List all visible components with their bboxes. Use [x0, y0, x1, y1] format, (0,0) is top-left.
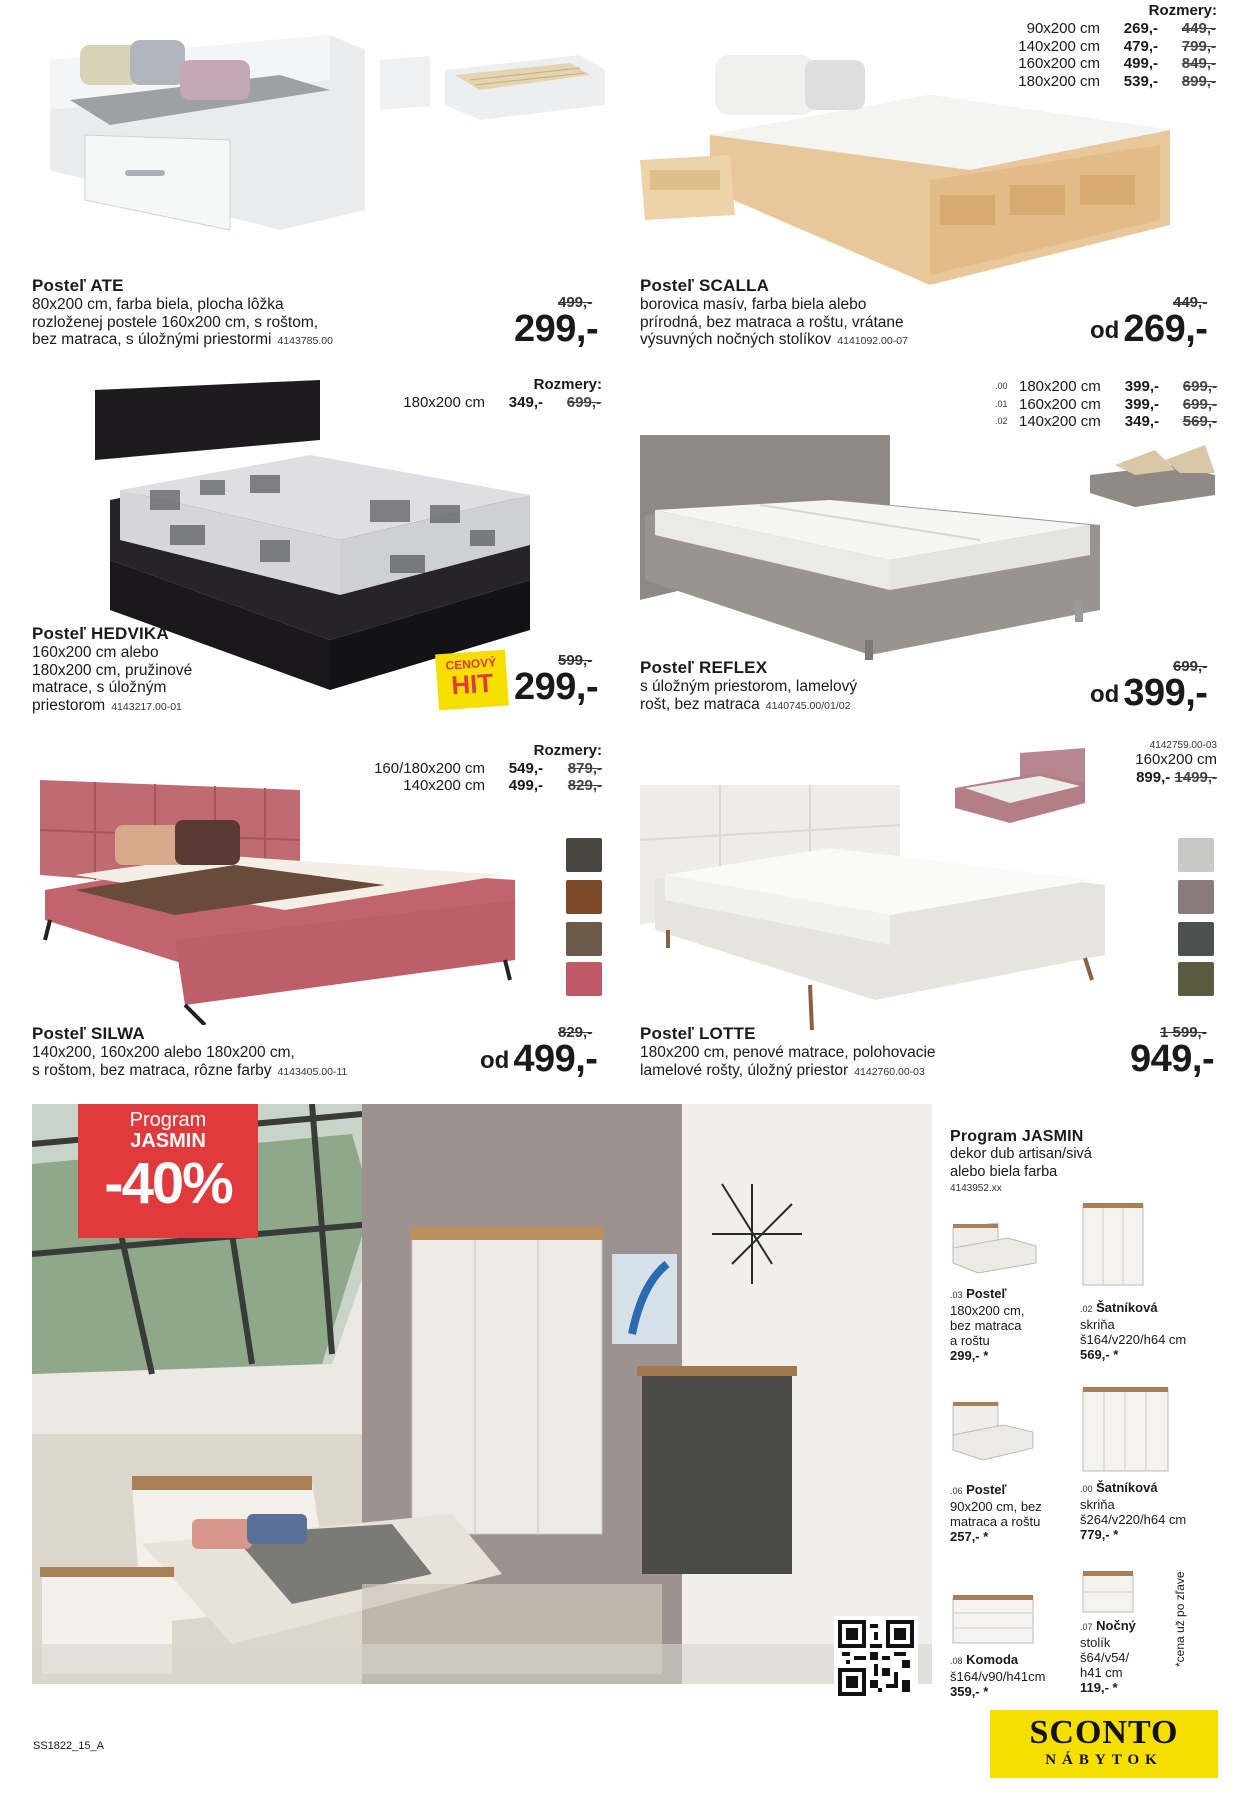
ate-bed-image — [30, 20, 430, 235]
reflex-price-row — [1090, 672, 1207, 715]
scalla-desc-line: borovica masív, farba biela alebo — [640, 296, 867, 313]
scalla-price: 269,- — [1123, 308, 1208, 350]
scalla-info — [640, 276, 1060, 351]
size-price: 479,- — [1123, 37, 1158, 55]
sconto-logo-subtext: NÁBYTOK — [1045, 1752, 1163, 1768]
item-price: 299,- * — [950, 1348, 989, 1363]
size-price: 549,- — [508, 759, 543, 777]
size-price: 349,- — [1124, 413, 1159, 430]
size-label: 180x200 cm — [403, 393, 485, 411]
size-old-price: 849,- — [1181, 55, 1216, 72]
scalla-bed-image — [640, 37, 1180, 285]
size-old-price: 829,- — [567, 777, 602, 794]
lotte-code: 4142760.00-03 — [854, 1065, 925, 1078]
promo-label-1: Program — [129, 1109, 207, 1131]
item-name: Šatníková — [1096, 1480, 1158, 1495]
reflex-small-image — [1085, 445, 1220, 510]
ate-price: 299,- — [514, 308, 599, 350]
size-label: 90x200 cm — [1026, 20, 1100, 37]
scalla-code: 4141092.00-07 — [837, 335, 908, 347]
size-old-price: 699,- — [1182, 378, 1217, 395]
item-desc: 180x200 cm, — [950, 1303, 1025, 1318]
scalla-title: Posteľ SCALLA — [640, 276, 770, 295]
lotte-swatch-4[interactable] — [1178, 962, 1214, 996]
scalla-price-row — [1090, 308, 1207, 351]
hedvika-desc-line: priestorom — [32, 696, 106, 714]
lotte-desc-line: lamelové rošty, úložný priestor — [640, 1061, 849, 1079]
hedvika-title: Posteľ HEDVIKA — [32, 624, 169, 643]
size-old-price: 799,- — [1181, 37, 1216, 55]
item-desc: š164/v220/h64 cm — [1080, 1332, 1187, 1347]
silwa-sizes-heading: Rozmery: — [533, 742, 602, 759]
jasmin-code: 4143952.xx — [950, 1183, 1002, 1194]
size-price: 499,- — [508, 777, 543, 794]
jasmin-desc-line: alebo biela farba — [950, 1163, 1058, 1180]
size-price: 399,- — [1124, 378, 1159, 395]
size-label: 180x200 cm — [1019, 378, 1101, 395]
jasmin-desc-line: dekor dub artisan/sivá — [950, 1146, 1092, 1162]
hedvika-cenovy-hit-badge — [435, 650, 509, 711]
ate-desc-line: 80x200 cm, farba biela, plocha lôžka — [32, 296, 284, 313]
item-price: 119,- * — [1080, 1680, 1118, 1695]
lotte-extra-offer — [1095, 740, 1217, 786]
reflex-size-table — [995, 378, 1217, 431]
page-code: SS1822_15_A — [33, 1740, 104, 1752]
silwa-code: 4143405.00-11 — [277, 1065, 348, 1078]
silwa-swatch-2[interactable] — [566, 880, 602, 914]
reflex-price: 399,- — [1123, 672, 1208, 714]
scalla-old-price: 449,- — [1173, 294, 1208, 311]
size-price: 269,- — [1123, 20, 1158, 37]
item-code: .00 — [1080, 1484, 1093, 1494]
reflex-old-price: 699,- — [1173, 658, 1208, 675]
jasmin-price-note: *cena už po zľave — [1173, 1571, 1187, 1667]
jasmin-wardrobe-164-thumb — [1078, 1200, 1148, 1290]
size-label: 140x200 cm — [403, 777, 485, 794]
silwa-swatch-3[interactable] — [566, 922, 602, 956]
size-old-price: 569,- — [1182, 413, 1217, 430]
silwa-swatch-1[interactable] — [566, 838, 602, 872]
item-price: 257,- * — [950, 1529, 989, 1544]
size-label: 160x200 cm — [1019, 395, 1101, 413]
lotte-extra-size: 160x200 cm — [1135, 751, 1217, 768]
lotte-swatch-2[interactable] — [1178, 880, 1214, 914]
qr-code[interactable] — [834, 1616, 918, 1700]
jasmin-bed-180-thumb — [948, 1218, 1038, 1278]
lotte-swatch-1[interactable] — [1178, 838, 1214, 872]
ate-desc-line: rozloženej postele 160x200 cm, s roštom, — [32, 313, 319, 331]
size-price: 399,- — [1124, 395, 1159, 413]
size-old-price: 879,- — [567, 759, 602, 777]
size-old-price: 449,- — [1181, 20, 1216, 37]
reflex-title: Posteľ REFLEX — [640, 658, 768, 677]
hedvika-desc-line: matrace, s úložným — [32, 679, 167, 696]
lotte-old-price: 1 599,- — [1160, 1024, 1207, 1041]
size-code: .02 — [995, 416, 1008, 426]
hedvika-price: 299,- — [514, 666, 599, 708]
lotte-bed-image — [640, 780, 1110, 1035]
item-desc: š264/v220/h64 cm — [1080, 1512, 1187, 1527]
size-label: 140x200 cm — [1018, 37, 1100, 55]
silwa-swatch-4[interactable] — [566, 962, 602, 996]
lotte-extra-price: 899,- — [1136, 768, 1171, 786]
ate-old-price: 499,- — [558, 294, 593, 311]
hedvika-code: 4143217.00-01 — [111, 700, 182, 713]
jasmin-chest-thumb — [948, 1588, 1038, 1648]
silwa-price-row — [480, 1038, 597, 1081]
silwa-od-label: od — [480, 1047, 510, 1074]
reflex-od-label: od — [1090, 681, 1120, 708]
lotte-desc-line: 180x200 cm, penové matrace, polohovacie — [640, 1044, 936, 1061]
lotte-swatch-3[interactable] — [1178, 922, 1214, 956]
lotte-price: 949,- — [1130, 1038, 1215, 1080]
jasmin-item-bed-180 — [950, 1286, 1060, 1363]
item-desc: 90x200 cm, bez — [950, 1499, 1042, 1514]
size-price: 499,- — [1123, 55, 1158, 72]
promo-label-2: JASMIN — [130, 1130, 206, 1152]
ate-info — [32, 276, 392, 351]
hedvika-sizes-heading: Rozmery: — [533, 376, 602, 393]
reflex-desc-line: s úložným priestorom, lamelový — [640, 678, 858, 695]
hedvika-desc-line: 160x200 cm alebo — [32, 644, 159, 661]
item-desc: š64/v54/ — [1080, 1650, 1130, 1665]
jasmin-item-nightstand — [1080, 1618, 1170, 1695]
size-old-price: 699,- — [566, 393, 601, 411]
item-name: Posteľ — [966, 1482, 1007, 1497]
item-price: 359,- * — [950, 1684, 989, 1699]
item-desc: matraca a roštu — [950, 1514, 1041, 1529]
jasmin-item-chest — [950, 1652, 1070, 1699]
hedvika-info — [32, 624, 332, 716]
hedvika-old-price: 599,- — [558, 652, 593, 669]
item-code: .02 — [1080, 1304, 1093, 1314]
badge-main-text: HIT — [450, 667, 495, 701]
silwa-bed-image — [35, 780, 525, 1025]
scalla-sizes — [985, 2, 1217, 20]
ate-title: Posteľ ATE — [32, 276, 124, 295]
scalla-desc-line: prírodná, bez matraca a roštu, vrátane — [640, 313, 904, 331]
ate-code: 4143785.00 — [277, 335, 333, 347]
lotte-extra-old-price: 1499,- — [1174, 768, 1217, 786]
jasmin-item-bed-90 — [950, 1482, 1070, 1544]
silwa-old-price: 829,- — [558, 1024, 593, 1041]
sconto-logo-text: SCONTO — [1029, 1714, 1179, 1751]
silwa-title: Posteľ SILWA — [32, 1024, 145, 1043]
ate-extended-image — [440, 35, 610, 125]
reflex-desc-line: rošt, bez matraca — [640, 695, 760, 713]
reflex-code: 4140745.00/01/02 — [765, 699, 851, 712]
item-price: 569,- * — [1080, 1347, 1119, 1362]
item-name: Nočný — [1096, 1618, 1136, 1633]
item-desc: skriňa — [1080, 1497, 1115, 1512]
promo-discount: -40% — [104, 1151, 232, 1216]
item-desc: a roštu — [950, 1333, 990, 1348]
size-price: 349,- — [508, 393, 543, 411]
silwa-desc-line: s roštom, bez matraca, rôzne farby — [32, 1061, 272, 1079]
lotte-extra-code: 4142759.00-03 — [1149, 740, 1217, 751]
item-name: Šatníková — [1096, 1300, 1158, 1315]
jasmin-promo-badge — [78, 1104, 258, 1238]
item-code: .07 — [1080, 1622, 1093, 1632]
jasmin-info — [950, 1128, 1210, 1194]
size-code: .01 — [995, 398, 1008, 409]
reflex-info — [640, 658, 1040, 715]
size-label: 160x200 cm — [1018, 55, 1100, 72]
sconto-logo[interactable] — [990, 1710, 1218, 1778]
size-old-price: 699,- — [1182, 395, 1217, 413]
item-code: .06 — [950, 1486, 963, 1496]
ate-desc-line: bez matraca, s úložnými priestormi — [32, 331, 272, 348]
item-desc: h41 cm — [1080, 1665, 1123, 1680]
size-label: 140x200 cm — [1019, 413, 1101, 430]
scalla-desc-line: výsuvných nočných stolíkov — [640, 331, 832, 348]
silwa-desc-line: 140x200, 160x200 alebo 180x200 cm, — [32, 1044, 295, 1061]
item-code: .03 — [950, 1290, 963, 1300]
hedvika-desc-line: 180x200 cm, pružinové — [32, 661, 193, 679]
reflex-bed-image — [640, 430, 1100, 660]
item-code: .08 — [950, 1656, 963, 1666]
item-name: Komoda — [966, 1652, 1019, 1667]
lotte-title: Posteľ LOTTE — [640, 1024, 756, 1043]
jasmin-wardrobe-264-thumb — [1078, 1384, 1173, 1476]
jasmin-item-wardrobe-264 — [1080, 1480, 1210, 1542]
silwa-info — [32, 1024, 412, 1081]
item-desc: skriňa — [1080, 1317, 1115, 1332]
silwa-price: 499,- — [513, 1038, 598, 1080]
scalla-od-label: od — [1090, 317, 1120, 344]
lotte-info — [640, 1024, 1060, 1081]
item-desc: bez matraca — [950, 1318, 1022, 1333]
size-label: 160/180x200 cm — [374, 759, 485, 777]
size-code: .00 — [995, 381, 1008, 391]
jasmin-bed-90-thumb — [948, 1400, 1038, 1470]
size-old-price: 899,- — [1181, 72, 1216, 90]
badge-top-text: CENOVÝ — [445, 655, 497, 673]
scalla-sizes-heading: Rozmery: — [1148, 2, 1217, 19]
item-name: Posteľ — [966, 1286, 1007, 1301]
jasmin-item-wardrobe-164 — [1080, 1300, 1210, 1362]
item-price: 779,- * — [1080, 1527, 1119, 1542]
size-label: 180x200 cm — [1018, 72, 1100, 90]
jasmin-nightstand-thumb — [1078, 1566, 1138, 1616]
item-desc: š164/v90/h41cm — [950, 1669, 1046, 1684]
size-price: 539,- — [1123, 72, 1158, 90]
item-desc: stolík — [1080, 1635, 1111, 1650]
jasmin-title: Program JASMIN — [950, 1128, 1084, 1145]
